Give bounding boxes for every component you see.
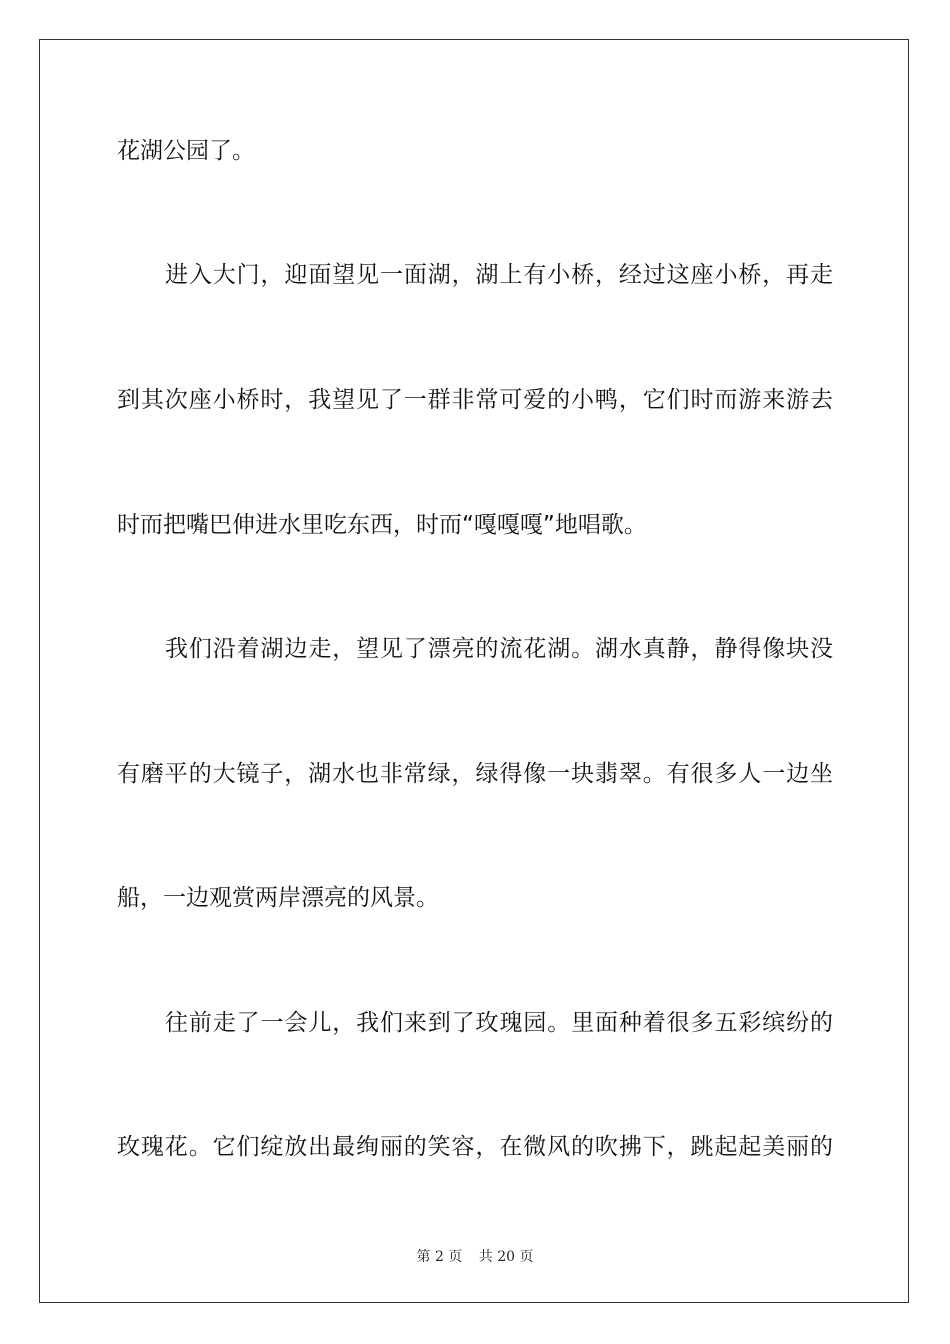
- text-line-4: 时而把嘴巴伸进水里吃东西，时而“嘎嘎嘎”地唱歌。: [117, 512, 647, 538]
- text-line-9: 玫瑰花。它们绽放出最绚丽的笑容，在微风的吹拂下，跳起起美丽的: [117, 1134, 833, 1160]
- text-line-1: 花湖公园了。: [117, 138, 255, 164]
- page-number: 第 2 页: [416, 1249, 463, 1265]
- text-line-2: 进入大门，迎面望见一面湖，湖上有小桥，经过这座小桥，再走: [165, 262, 833, 288]
- text-line-7: 船，一边观赏两岸漂亮的风景。: [117, 885, 439, 911]
- text-line-6: 有磨平的大镜子，湖水也非常绿，绿得像一块翡翠。有很多人一边坐: [117, 761, 833, 787]
- text-line-8: 往前走了一会儿，我们来到了玫瑰园。里面种着很多五彩缤纷的: [165, 1010, 833, 1036]
- text-line-3: 到其次座小桥时，我望见了一群非常可爱的小鸭，它们时而游来游去: [117, 387, 833, 413]
- page-footer: [0, 1248, 950, 1266]
- page-total: 共 20 页: [478, 1249, 534, 1265]
- page-border: [39, 39, 909, 1303]
- text-line-5: 我们沿着湖边走，望见了漂亮的流花湖。湖水真静，静得像块没: [165, 636, 833, 662]
